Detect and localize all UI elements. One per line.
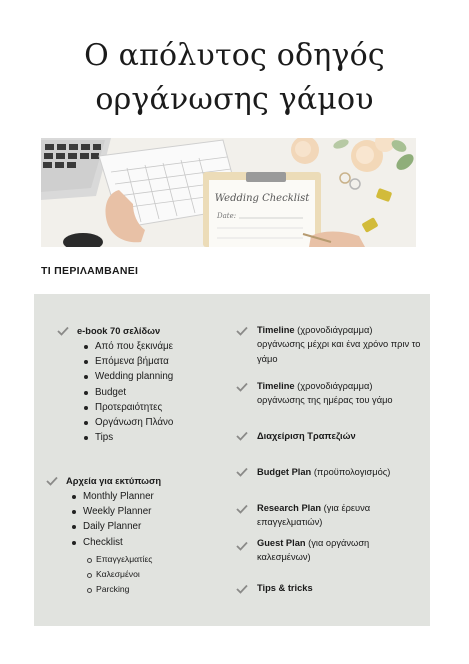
right-item: Tips & tricks (257, 583, 313, 593)
print-files-label: Αρχεία για εκτύπωση (66, 476, 162, 486)
ebook-list (83, 339, 173, 445)
hero-photo (41, 138, 416, 247)
wedding-planning-illustration (41, 138, 416, 247)
hero-date-label: Date: (217, 212, 237, 220)
right-item: Timeline (χρονοδιάγραμμα) οργάνωσης της ημέρας του γάμο (257, 381, 393, 406)
check-icon (46, 476, 58, 486)
checklist-sublist (86, 552, 152, 597)
check-icon (236, 431, 248, 441)
list-item: Parcking (86, 582, 152, 597)
list-item: Checklist (71, 535, 154, 550)
section-heading: ΤΙ ΠΕΡΙΛΑΜΒΑΝΕΙ (41, 265, 139, 277)
list-item: Daily Planner (71, 519, 154, 534)
list-item: Καλεσμένοι (86, 567, 152, 582)
list-item: Monthly Planner (71, 489, 154, 504)
list-item: Προτεραιότητες (83, 400, 173, 415)
check-icon (236, 467, 248, 477)
ebook-label: e-book 70 σελίδων (77, 326, 161, 336)
list-item: Weekly Planner (71, 504, 154, 519)
list-item: Οργάνωση Πλάνο (83, 415, 173, 430)
list-item: Επαγγελματίες (86, 552, 152, 567)
list-item: Wedding planning (83, 369, 173, 384)
right-item: Research Plan (για έρευνα επαγγελματιών) (257, 503, 371, 528)
hero-checklist-heading: Wedding Checklist (214, 193, 310, 204)
page-title (0, 34, 469, 122)
title-line-2: οργάνωσης γάμου (95, 82, 374, 117)
check-icon (57, 326, 69, 336)
right-item: Timeline (χρονοδιάγραμμα) οργάνωσης μέχρι και ένα χρόνο πριν το γάμο (257, 325, 421, 364)
check-icon (236, 326, 248, 336)
check-icon (236, 382, 248, 392)
list-item: Budget (83, 385, 173, 400)
right-item: Guest Plan (για οργάνωση καλεσμένων) (257, 538, 370, 563)
list-item: Από που ξεκινάμε (83, 339, 173, 354)
print-files-list (71, 489, 154, 550)
contents-panel (34, 294, 430, 626)
right-item: Διαχείριση Τραπεζιών (257, 431, 356, 441)
check-icon (236, 504, 248, 514)
right-item: Budget Plan (προϋπολογισμός) (257, 467, 391, 477)
check-icon (236, 541, 248, 551)
list-item: Επόμενα βήματα (83, 354, 173, 369)
check-icon (236, 584, 248, 594)
list-item: Tips (83, 430, 173, 445)
title-line-1: Ο απόλυτος οδηγός (84, 38, 385, 73)
